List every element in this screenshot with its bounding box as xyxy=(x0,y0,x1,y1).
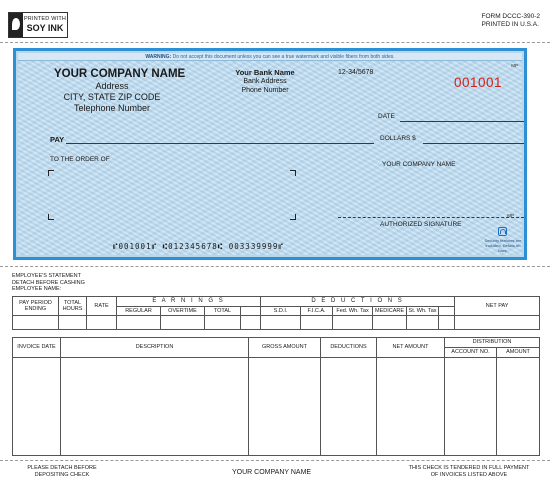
warning-bar xyxy=(18,53,522,61)
rate-header: RATE xyxy=(87,297,117,316)
perforation-top xyxy=(0,42,550,43)
invoice-row xyxy=(13,358,540,456)
routing-fraction: 12-34/5678 xyxy=(338,69,374,76)
bank-address: Bank Address xyxy=(243,78,287,85)
soy-ink-logo xyxy=(8,12,68,38)
payroll-table xyxy=(12,296,540,330)
perforation-bottom xyxy=(0,460,550,461)
perforation-middle xyxy=(0,266,550,267)
company-phone: Telephone Number xyxy=(73,103,151,113)
deduction-col-fica: F.I.C.A. xyxy=(301,307,333,316)
date-line xyxy=(400,121,524,122)
soy-logo-top-text: PRINTED WITH xyxy=(23,15,67,22)
soy-leaf-icon xyxy=(9,13,23,37)
payee-corner-top-right xyxy=(290,170,296,176)
deduction-col-fed-tax: Fed. Wh. Tax xyxy=(333,307,373,316)
earnings-header: E A R N I N G S xyxy=(117,297,261,307)
soy-logo-bottom-text: SOY INK xyxy=(26,23,64,34)
gross-amount-header: GROSS AMOUNT xyxy=(249,338,321,358)
company-name: YOUR COMPANY NAME xyxy=(54,68,186,80)
deductions-header: DEDUCTIONS xyxy=(321,338,377,358)
dollars-label: DOLLARS $ xyxy=(380,135,416,142)
deduction-col-state-tax: St. Wh. Tax xyxy=(408,307,437,314)
account-no-header: ACCOUNT NO. xyxy=(445,348,497,358)
net-pay-header: NET PAY xyxy=(455,297,540,316)
company-address-block xyxy=(48,81,176,114)
tender-line-1: THIS CHECK IS TENDERED IN FULL PAYMENT xyxy=(408,465,530,471)
earning-col-overtime: OVERTIME xyxy=(161,307,205,316)
check-body xyxy=(13,48,527,260)
statement-line-3: EMPLOYEE NAME: xyxy=(12,286,62,292)
tender-note xyxy=(400,465,538,479)
form-number-line2: PRINTED IN U.S.A. xyxy=(481,21,539,28)
pay-line xyxy=(66,143,374,144)
distribution-header: DISTRIBUTION xyxy=(445,338,540,348)
detach-line-2: DEPOSITING CHECK xyxy=(34,472,90,478)
net-amount-header: NET AMOUNT xyxy=(377,338,445,358)
company-city: CITY, STATE ZIP CODE xyxy=(63,92,161,102)
payee-corner-top-left xyxy=(48,170,54,176)
bank-name: Your Bank Name xyxy=(235,68,295,77)
signature-label: AUTHORIZED SIGNATURE xyxy=(380,221,462,228)
company-name-signature: YOUR COMPANY NAME xyxy=(382,161,456,168)
bank-phone: Phone Number xyxy=(241,87,289,94)
mp-mark-signature: MP xyxy=(507,213,514,218)
statement-line-1: EMPLOYEE'S STATEMENT xyxy=(12,273,81,279)
bank-block xyxy=(220,68,310,95)
mp-mark-top: MP xyxy=(511,63,518,68)
deduction-col-blank xyxy=(439,307,455,316)
payroll-row xyxy=(13,316,540,330)
detach-line-1: PLEASE DETACH BEFORE xyxy=(27,465,97,471)
payee-corner-bottom-left xyxy=(48,214,54,220)
check-number: 001001 xyxy=(454,75,503,90)
security-lock-icon xyxy=(498,227,507,236)
micr-line: ⑈001001⑈ ⑆012345678⑆ 003339999⑈ xyxy=(113,242,284,251)
signature-line xyxy=(338,217,524,218)
dollars-line xyxy=(423,143,524,144)
earning-col-regular: REGULAR xyxy=(117,307,161,316)
amount-header: AMOUNT xyxy=(497,348,540,358)
form-number-line1: FORM DCCC-390-2 xyxy=(481,13,540,20)
tender-line-2: OF INVOICES LISTED ABOVE xyxy=(430,472,508,478)
detach-note xyxy=(18,465,106,479)
deduction-col-medicare: MEDICARE xyxy=(373,307,407,316)
deductions-group-header: D E D U C T I O N S xyxy=(261,297,455,307)
description-header: DESCRIPTION xyxy=(61,338,249,358)
employee-statement xyxy=(12,273,85,293)
invoice-date-header: INVOICE DATE xyxy=(13,338,61,358)
order-label: TO THE ORDER OF xyxy=(50,156,110,163)
footer-company-name: YOUR COMPANY NAME xyxy=(232,469,312,476)
deduction-col-sdi: S.D.I. xyxy=(261,307,301,316)
payee-corner-bottom-right xyxy=(290,214,296,220)
earning-col-blank xyxy=(241,307,261,316)
company-address: Address xyxy=(95,81,129,91)
warning-prefix: WARNING: xyxy=(145,54,172,60)
total-hours-header: TOTAL HOURS xyxy=(59,297,87,316)
statement-line-2: DETACH BEFORE CASHING xyxy=(12,279,85,286)
pay-label: PAY xyxy=(50,135,65,144)
earning-col-total: TOTAL xyxy=(205,307,241,316)
pay-period-header: PAY PERIOD ENDING xyxy=(13,297,59,316)
date-label: DATE xyxy=(378,113,395,120)
security-features-text: Security features are included. Details on back. xyxy=(484,238,522,253)
warning-text: Do not accept this document unless you can see a true watermark and visible fibers from both sides. xyxy=(172,54,395,60)
invoice-table xyxy=(12,337,540,456)
form-number xyxy=(481,13,540,29)
